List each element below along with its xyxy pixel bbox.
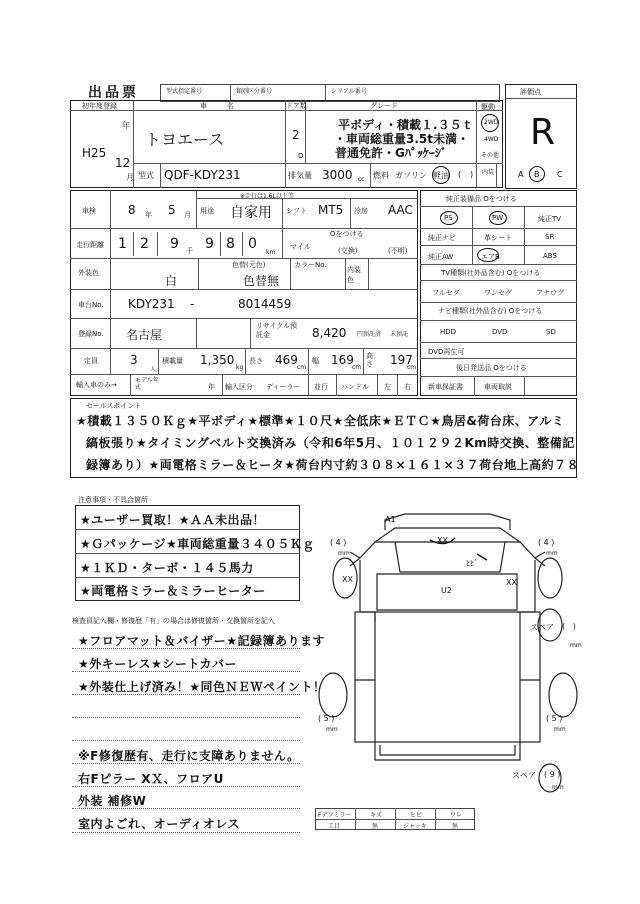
equip-leather[interactable]: 革シート: [484, 234, 512, 242]
repaint-value: 色替無: [243, 274, 280, 288]
use-value: 自家用: [230, 205, 272, 221]
int-color-label: 内装色: [347, 266, 361, 284]
length-label: 長さ: [249, 357, 263, 365]
docs-title: 後日発送品 Oをつける: [456, 364, 527, 372]
reg-label: 登録No.: [78, 330, 104, 338]
parallel-option[interactable]: 並行: [314, 383, 328, 391]
doors-value: 2: [292, 128, 300, 142]
sales-point-label: セールスポイント: [86, 402, 142, 410]
inspector-label: 検査員記入欄・修復歴「有」の場合は修復箇所・交換箇所を記入: [72, 617, 275, 625]
model-label: 型式: [138, 171, 154, 180]
serial-label: シリアル番号: [331, 88, 367, 95]
interior-b[interactable]: B: [534, 170, 540, 179]
inspector-line-9: 室内よごれ、オーディオレス: [78, 817, 240, 831]
mileage-digit-5: 8: [226, 236, 235, 252]
mileage-digit-1: 1: [118, 236, 127, 252]
interior-a[interactable]: A: [518, 170, 524, 179]
tv-analog[interactable]: アナログ: [536, 289, 564, 297]
fuel-label: 燃料: [373, 171, 389, 180]
sales-point-line-1: ★積載１３５０Ｋｇ★平ボディ★標準★１０尺★全低床★ＥＴＣ★鳥居&荷台床、アルミ: [76, 414, 565, 428]
first-reg-label: 初年度登録: [82, 102, 117, 110]
use-label: 用途: [200, 207, 214, 215]
tire-rear-left: ( 5 ): [318, 714, 335, 723]
year-mark: 年: [122, 121, 130, 130]
nav-sd[interactable]: SD: [546, 328, 556, 336]
car-name-value: トヨエース: [145, 130, 225, 149]
tire-rear-right: ( 5 ): [546, 714, 563, 723]
mileage-digit-3: 9: [170, 236, 179, 252]
insp-month-mark: 月: [184, 211, 191, 219]
handle-label: ハンドル: [341, 383, 369, 391]
height-value: 197: [390, 353, 413, 367]
length-value: 469: [275, 353, 298, 367]
fuel-diesel[interactable]: 軽油: [433, 171, 449, 180]
mileage-digit-4: 9: [205, 236, 214, 252]
shift-label: シフト: [286, 207, 307, 215]
equip-pw[interactable]: PW: [492, 214, 504, 222]
defects-h4: ワレ: [450, 812, 463, 819]
inspection-month: 5: [168, 203, 176, 217]
mark-xx-right: XX: [506, 578, 517, 587]
interior-label: 内装: [482, 169, 495, 176]
nav-dvd-play[interactable]: DVD再生可: [428, 348, 465, 356]
color-label: 外装色: [78, 269, 99, 277]
km-unit: km: [266, 249, 276, 256]
mileage-thousand-mark: 千: [186, 247, 193, 255]
docs-manual[interactable]: 車両取説: [484, 383, 512, 391]
capacity-value: 3: [130, 353, 138, 367]
load-value: 1,350: [200, 353, 235, 367]
color-value: 白: [165, 274, 178, 288]
displacement-value: 3000: [322, 168, 353, 182]
recycle-value: 8,420: [312, 326, 347, 340]
handle-right[interactable]: 右: [404, 383, 411, 391]
model-value: QDF-KDY231: [164, 168, 241, 182]
import-label: 輸入車のみ→: [76, 381, 117, 389]
grade-line-2: ・車両総重量3.5t未満・: [334, 132, 469, 146]
tire-front-left: ( 4 ): [330, 538, 347, 547]
spare-2-unit: mm: [552, 784, 564, 791]
ac-value: AAC: [388, 203, 413, 217]
width-value: 169: [331, 353, 354, 367]
capacity-label: 定員: [84, 357, 98, 365]
doors-d-mark: D: [298, 152, 304, 160]
capacity-mark: 人: [150, 366, 157, 373]
docs-warranty[interactable]: 新車保証書: [428, 383, 463, 391]
doors-label: ドア数: [286, 102, 307, 110]
first-reg-month: 12: [115, 156, 131, 170]
ac-note: ※走行は1.6L以上等: [240, 193, 294, 200]
rating-value: R: [530, 112, 556, 153]
sales-point-line-3: 録簿あり）★両電格ミラー＆ヒータ★荷台内寸約３０８×１６１×３７荷台地上高約７８: [86, 458, 580, 472]
mile-label[interactable]: マイル: [290, 243, 311, 251]
shift-value: MT5: [318, 203, 344, 217]
model-year-mark: 年: [208, 383, 215, 391]
mark-xx-roof: XX: [437, 536, 448, 545]
notes-line-3: ★１ＫＤ・ターボ・１４５馬力: [80, 561, 254, 575]
equip-abs[interactable]: ABS: [543, 252, 557, 260]
drive-2wd[interactable]: 2WD: [484, 119, 499, 126]
spare-2-depth: ( 9 ): [544, 770, 561, 779]
tv-title: TV種類(社外品含む) Oをつける: [441, 269, 541, 277]
interior-c[interactable]: C: [557, 170, 563, 179]
spare-1-label: スペア: [530, 623, 554, 632]
defects-v3: ジャッキ: [403, 823, 427, 830]
tire-front-right: ( 4 ): [538, 538, 555, 547]
tv-oneseg[interactable]: ワンセグ: [484, 289, 512, 297]
repaint-label: 色替(元色): [232, 261, 266, 269]
nav-dvd[interactable]: DVD: [492, 328, 508, 336]
width-cm: cm: [352, 364, 362, 371]
tv-fullseg[interactable]: フルセグ: [432, 289, 460, 297]
inspector-line-3: ★外装仕上げ済み！★同色ＮＥＷペイント！: [78, 680, 326, 694]
chassis-model: KDY231: [128, 297, 175, 311]
km-unknown[interactable]: (不明): [388, 247, 408, 255]
defects-h2: キズ: [370, 812, 382, 819]
defects-v4: 無: [452, 823, 459, 830]
nav-title: ナビ種類(社外品含む) Oをつける: [438, 307, 543, 315]
inspector-line-8: 外装 補修W: [78, 794, 147, 808]
inspector-line-6: ※F修復歴有、走行に支障ありません。: [78, 749, 300, 763]
import-type-label: 輸入区分: [225, 383, 253, 391]
defects-v1: 工目: [328, 823, 341, 830]
mark-crack: ﾋﾋﾞ: [466, 559, 478, 568]
spare-2-label: スペア: [512, 771, 536, 780]
recycle-deposited[interactable]: 円預託済: [357, 331, 382, 338]
first-reg-era: H25: [82, 146, 107, 160]
notes-line-1: ★ユーザー買取！★ＡＡ未出品！: [80, 513, 266, 527]
drive-label: 駆動: [481, 103, 495, 111]
defects-v2: 無: [372, 823, 379, 830]
insp-year-mark: 年: [145, 211, 152, 219]
grade-line-3: 普通免許・Gﾊﾟｯｹｰｼﾞ: [335, 146, 447, 160]
drive-4wd[interactable]: 4WD: [484, 136, 499, 143]
length-cm: cm: [297, 364, 307, 371]
inspection-label: 車検: [82, 207, 96, 215]
reg-value: 名古屋: [126, 328, 163, 342]
height-cm: cm: [407, 364, 417, 371]
ac-label: 冷房: [354, 207, 368, 215]
type-cert-label: 型式指定番号: [166, 88, 203, 95]
notes-label: 注意事項・不具合箇所: [78, 496, 148, 504]
recycle-label: リサイクル預託金: [256, 322, 298, 339]
rating-label: 評価点: [520, 88, 541, 96]
model-year-label: モデル年式: [135, 377, 159, 391]
equip-tv[interactable]: 純正TV: [538, 215, 562, 223]
cc-unit: cc: [358, 176, 365, 183]
fuel-gasoline[interactable]: ガソリン: [395, 171, 427, 180]
equip-nav[interactable]: 純正ナビ: [428, 234, 456, 242]
equip-ps[interactable]: PS: [444, 214, 453, 222]
notes-line-4: ★両電格ミラー＆ミラーヒーター: [80, 584, 266, 598]
load-mark: kg: [236, 364, 244, 371]
mileage-digit-6: 0: [248, 236, 257, 252]
chassis-dash: -: [190, 297, 195, 311]
mileage-label: 走行距離: [76, 241, 104, 249]
exchange-label[interactable]: (交換): [338, 247, 358, 255]
load-label: 積載量: [162, 357, 183, 365]
form-title: 出品票: [88, 85, 139, 101]
equip-airbag[interactable]: エアB: [481, 253, 500, 261]
inspection-year: 8: [128, 203, 136, 217]
equip-sr[interactable]: SR: [545, 233, 555, 241]
defects-h1: Fデフミラー: [318, 812, 352, 819]
mark-a1: A1: [385, 515, 396, 524]
sales-point-line-2: 縞板張り★タイミングベルト交換済み（令和6年5月、１０１２９２Km時交換、整備記: [86, 436, 575, 450]
chassis-label: 車台No.: [78, 301, 104, 309]
month-mark: 月: [126, 173, 134, 182]
chassis-no: 8014459: [238, 297, 292, 311]
inspector-line-7: 右Fピラー XＸ、フロアU: [78, 772, 224, 786]
dealer-option[interactable]: ディーラー: [266, 383, 301, 391]
equipment-title: 純正装備品 Oをつける: [446, 195, 517, 203]
grade-label: グレード: [370, 102, 398, 110]
notes-line-2: ★Ｇパッケージ★車両総重量３４０５Ｋｇ: [80, 537, 315, 551]
width-label: 幅: [312, 357, 319, 365]
inspector-line-2: ★外キーレス★シートカバー: [78, 657, 238, 671]
mark-xx-left: XX: [342, 575, 353, 584]
grade-line-1: 平ボディ・積載１.３５ｔ: [338, 118, 474, 132]
equip-aw[interactable]: 純正AW: [428, 253, 454, 261]
displacement-label: 排気量: [288, 171, 312, 180]
car-name-label: 車名: [200, 102, 254, 110]
height-label: 高さ: [366, 352, 373, 368]
drive-other[interactable]: その他: [481, 152, 500, 159]
circle-hint: Oをつける: [330, 230, 364, 238]
mark-u2: U2: [441, 586, 452, 595]
nav-hdd[interactable]: HDD: [440, 328, 457, 336]
handle-left[interactable]: 左: [384, 383, 391, 391]
inspector-line-1: ★フロアマット＆バイザー★記録簿あります: [78, 634, 326, 648]
recycle-not-deposited[interactable]: 未預託: [390, 331, 409, 338]
color-no-label: カラーNo.: [294, 261, 327, 269]
category-label: 類別区分番号: [236, 88, 273, 95]
mileage-digit-2: 2: [140, 236, 149, 252]
defects-h3: ヒビ: [410, 812, 423, 819]
spare-1-unit: mm: [570, 642, 582, 649]
